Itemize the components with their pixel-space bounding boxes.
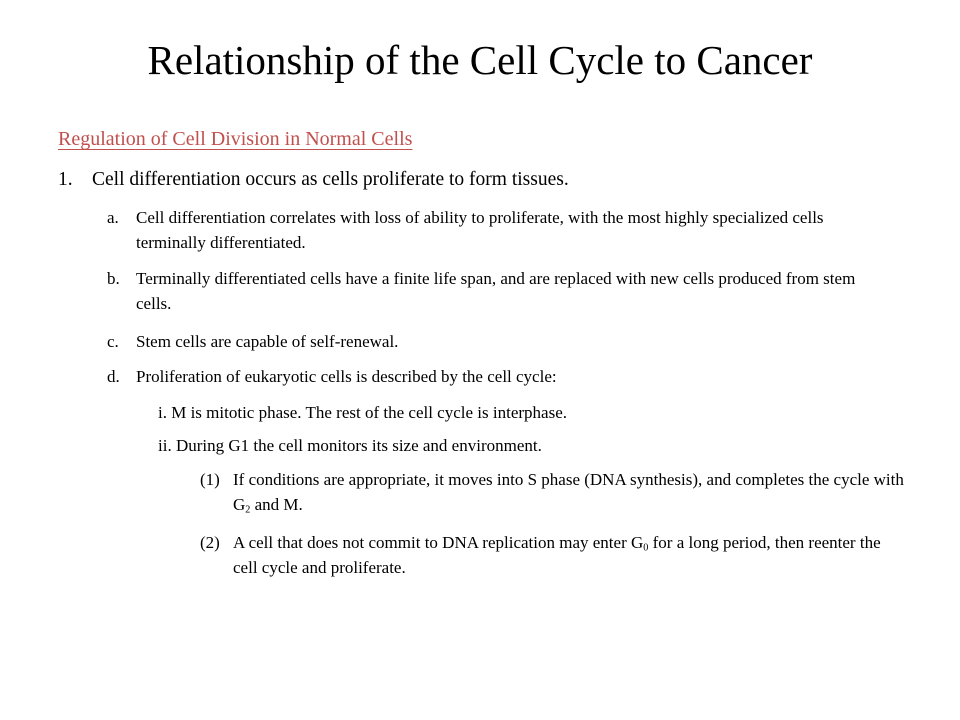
list-item-text: Cell differentiation occurs as cells proliferate to form tissues. <box>92 169 569 190</box>
sub-item-d <box>107 364 897 389</box>
sub-item-text: Proliferation of eukaryotic cells is described by the cell cycle: <box>136 367 557 386</box>
sub-item-b <box>107 266 897 316</box>
sub-item-label: c. <box>107 332 119 351</box>
section-subheading: Regulation of Cell Division in Normal Cells <box>58 128 413 150</box>
numbered-item-text <box>233 467 910 517</box>
sub-item-label: a. <box>107 208 119 227</box>
roman-item-i <box>158 400 878 425</box>
numbered-item-text-main: If conditions are appropriate, it moves into S phase (DNA synthesis), and completes the cycle with G <box>233 470 904 514</box>
roman-item-text: i. M is mitotic phase. The rest of the cell cycle is interphase. <box>158 403 567 422</box>
roman-item-text: ii. During G1 the cell monitors its size and environment. <box>158 436 542 455</box>
sub-item-text: Stem cells are capable of self-renewal. <box>136 332 399 351</box>
sub-item-text: Cell differentiation correlates with loss of ability to proliferate, with the most highly specialized cells terminally differentiated. <box>136 208 824 252</box>
sub-item-c <box>107 329 897 354</box>
list-item-label: 1. <box>58 169 73 190</box>
numbered-item-text <box>233 530 893 580</box>
g2-subscript: 2 <box>245 504 251 516</box>
numbered-item-label: (2) <box>200 533 220 552</box>
sub-item-a <box>107 205 897 255</box>
list-item-1 <box>58 166 918 194</box>
numbered-item-text-end: and M. <box>250 495 303 514</box>
roman-item-ii <box>158 433 878 458</box>
g0-subscript: 0 <box>643 542 649 554</box>
sub-item-label: d. <box>107 367 120 386</box>
numbered-item-text-end: for a long period, then reenter the cell cycle and proliferate. <box>233 533 881 577</box>
sub-item-text: Terminally differentiated cells have a finite life span, and are replaced with new cells produced from stem cells. <box>136 269 856 313</box>
numbered-item-text-main: A cell that does not commit to DNA replication may enter G <box>233 533 644 552</box>
sub-item-label: b. <box>107 269 120 288</box>
numbered-item-label: (1) <box>200 470 220 489</box>
slide-title: Relationship of the Cell Cycle to Cancer <box>147 37 813 83</box>
numbered-item-2 <box>200 530 910 580</box>
numbered-item-1 <box>200 467 910 517</box>
